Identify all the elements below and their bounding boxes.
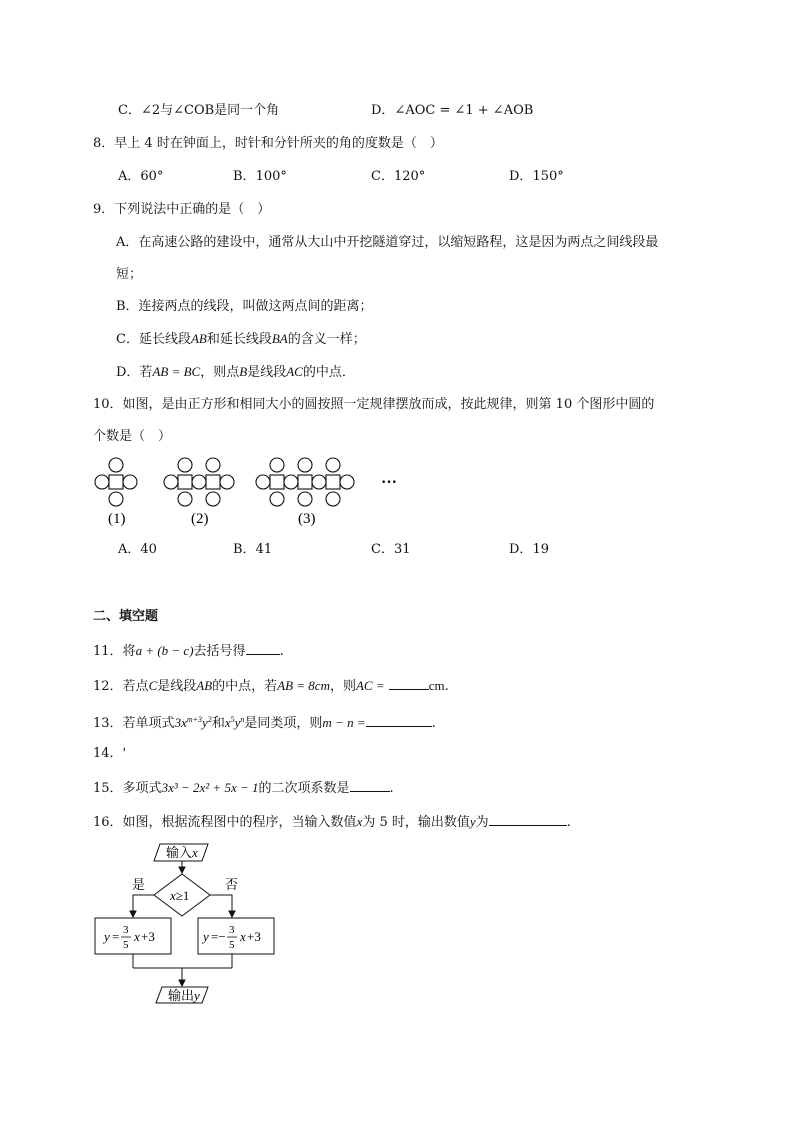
question-number: 13． <box>93 716 123 731</box>
option-text: 60° <box>140 169 164 184</box>
option-label: A． <box>118 542 141 557</box>
q10-option-b <box>233 541 272 559</box>
math-exponent: 2 <box>207 715 212 724</box>
option-text: 41 <box>255 542 273 557</box>
text: 的中点，若 <box>212 679 278 694</box>
flow-yes-label: 是 <box>132 877 146 892</box>
q10-option-d <box>509 541 549 559</box>
flow-left-formula <box>102 924 155 951</box>
option-label: D． <box>371 103 395 118</box>
math-expression: m − n = <box>322 715 366 730</box>
q9-option-d <box>116 363 355 382</box>
question-number: 14． <box>93 746 123 761</box>
svg-text:y: y <box>104 929 110 944</box>
figure-label-2: (2) <box>191 511 209 527</box>
math-expression: a + (b − c) <box>135 643 194 658</box>
q10-stem-line1 <box>93 396 654 414</box>
svg-text:5: 5 <box>229 939 235 951</box>
q10-option-c <box>371 541 411 559</box>
flow-right-formula <box>201 924 261 951</box>
q8-option-a <box>118 168 163 186</box>
text: 将 <box>122 644 136 659</box>
question-text: 下列说法中正确的是（ ） <box>114 202 271 217</box>
option-text: 100° <box>255 169 287 184</box>
q16-flowchart <box>90 840 290 1010</box>
q7-option-d <box>371 102 533 120</box>
math-segment: BA <box>271 331 288 346</box>
question-text: 早上 4 时在钟面上，时针和分针所夹的角的度数是（ ） <box>114 136 443 151</box>
math-variable: x <box>356 814 363 829</box>
q16 <box>93 813 571 832</box>
math-term: 3x <box>174 715 187 730</box>
question-number: 12． <box>93 679 123 694</box>
q8-option-b <box>233 168 287 186</box>
option-text: 31 <box>393 542 411 557</box>
option-label: B． <box>233 169 256 184</box>
figure-label-3: (3) <box>298 511 316 527</box>
math-segment: AC <box>286 364 303 379</box>
math-segment: AB <box>196 678 213 693</box>
math-point: B <box>239 364 248 379</box>
question-number: 8． <box>93 136 115 151</box>
q14 <box>93 745 126 763</box>
text: 如图，根据流程图中的程序，当输入数值 <box>122 815 357 830</box>
q9-stem <box>93 201 270 219</box>
option-text: ∠AOC = ∠1 + ∠AOB <box>394 103 534 118</box>
text: 是线段 <box>157 679 197 694</box>
math-variable: y <box>469 814 476 829</box>
q9-option-a-line1: A．在高速公路的建设中，通常从大山中开挖隧道穿过，以缩短路程，这是因为两点之间线段最 <box>116 235 659 250</box>
text: 为 <box>475 815 489 830</box>
math-expression: AB = 8cm <box>277 678 330 693</box>
pattern-figure-1 <box>95 458 137 506</box>
text: 的中点． <box>302 365 355 380</box>
question-number: 9． <box>93 202 115 217</box>
option-text: ∠2与∠COB是同一个角 <box>140 103 280 118</box>
pattern-figure-2 <box>164 458 234 506</box>
option-label: D． <box>509 542 533 557</box>
text: 和 <box>211 716 225 731</box>
option-label: D． <box>509 169 533 184</box>
text: 若单项式 <box>122 716 175 731</box>
math-exponent: 5 <box>230 715 235 724</box>
option-label: A． <box>118 169 141 184</box>
svg-text:x: x <box>240 929 246 944</box>
flow-output-label: 输出y <box>168 988 200 1003</box>
option-label: B． <box>233 542 256 557</box>
q10-option-a <box>118 541 157 559</box>
q10-pattern-figure <box>88 455 508 530</box>
text: . <box>431 716 436 731</box>
answer-blank[interactable] <box>389 677 429 690</box>
answer-blank[interactable] <box>350 779 390 792</box>
svg-text:3: 3 <box>123 924 129 936</box>
option-text: 40 <box>140 542 157 557</box>
answer-blank[interactable] <box>246 642 280 655</box>
option-text: 19 <box>532 542 549 557</box>
text: ' <box>122 746 127 761</box>
q8-stem <box>93 135 443 153</box>
option-label: C． <box>371 169 394 184</box>
svg-text:y: y <box>203 929 209 944</box>
flow-input-label: 输入x <box>166 845 198 860</box>
q9-option-b: B．连接两点的线段，叫做这两点间的距离； <box>116 299 373 314</box>
q9-option-c <box>116 330 366 349</box>
q8-option-d <box>509 168 564 186</box>
text: 为 5 时，输出数值 <box>362 815 470 830</box>
q7-option-c <box>118 102 279 120</box>
text: 的含义一样； <box>287 332 366 347</box>
pattern-figure-3 <box>256 458 354 506</box>
math-exponent: m+3 <box>186 715 203 724</box>
math-expression: AC = <box>355 678 385 693</box>
text: 若点 <box>122 679 149 694</box>
text: . <box>389 781 394 796</box>
answer-blank[interactable] <box>489 813 567 826</box>
math-segment: AB <box>190 331 207 346</box>
text: . <box>279 644 284 659</box>
svg-text:=: = <box>112 929 120 944</box>
text: C．延长线段 <box>116 332 191 347</box>
math-expression: AB = BC <box>152 364 201 379</box>
math-term: x <box>224 715 231 730</box>
question-number: 16． <box>93 815 123 830</box>
svg-text:+3: +3 <box>247 929 261 944</box>
math-point: C <box>148 678 158 693</box>
flow-no-label: 否 <box>225 877 239 892</box>
text: . <box>444 679 449 694</box>
math-term: y <box>234 715 241 730</box>
svg-text:+3: +3 <box>141 929 155 944</box>
text: 去括号得 <box>193 644 246 659</box>
math-exponent: n <box>240 715 245 724</box>
question-text: 如图，是由正方形和相同大小的圆按照一定规律摆放而成，按此规律，则第 10 个图形中圆的 <box>122 397 655 412</box>
svg-text:x: x <box>134 929 140 944</box>
option-text: 120° <box>393 169 426 184</box>
text: 和延长线段 <box>206 332 272 347</box>
text: D．若 <box>116 365 153 380</box>
svg-text:=−: =− <box>211 929 226 944</box>
figure-ellipsis: ··· <box>381 474 398 491</box>
unit: cm <box>428 678 445 693</box>
text: 的二次项系数是 <box>258 781 350 796</box>
option-label: C． <box>118 103 141 118</box>
q8-option-c <box>371 168 425 186</box>
section-heading: 二、填空题 <box>93 609 159 624</box>
q9-option-a-line2: 短； <box>116 267 143 282</box>
text: 多项式 <box>122 781 162 796</box>
text: 是同类项，则 <box>244 716 323 731</box>
svg-text:3: 3 <box>229 924 235 936</box>
text: 是线段 <box>247 365 287 380</box>
q15 <box>93 779 394 798</box>
option-text: 150° <box>532 169 564 184</box>
figure-label-1: (1) <box>108 511 126 527</box>
option-label: C． <box>371 542 394 557</box>
q11 <box>93 642 284 661</box>
question-number: 11． <box>93 644 123 659</box>
question-number: 15． <box>93 781 123 796</box>
flow-condition-label: x≥1 <box>170 888 190 903</box>
q13 <box>93 711 436 733</box>
svg-text:5: 5 <box>123 939 129 951</box>
text: . <box>566 815 571 830</box>
text: ，则 <box>329 679 356 694</box>
math-expression: 3x³ − 2x² + 5x − 1 <box>161 780 259 795</box>
q10-stem-line2: 个数是（ ） <box>93 429 172 444</box>
question-number: 10． <box>93 397 123 412</box>
text: ，则点 <box>200 365 240 380</box>
q12 <box>93 677 449 696</box>
answer-blank[interactable] <box>366 714 432 727</box>
flow-right-process-box <box>198 918 274 954</box>
math-term: y <box>202 715 208 730</box>
